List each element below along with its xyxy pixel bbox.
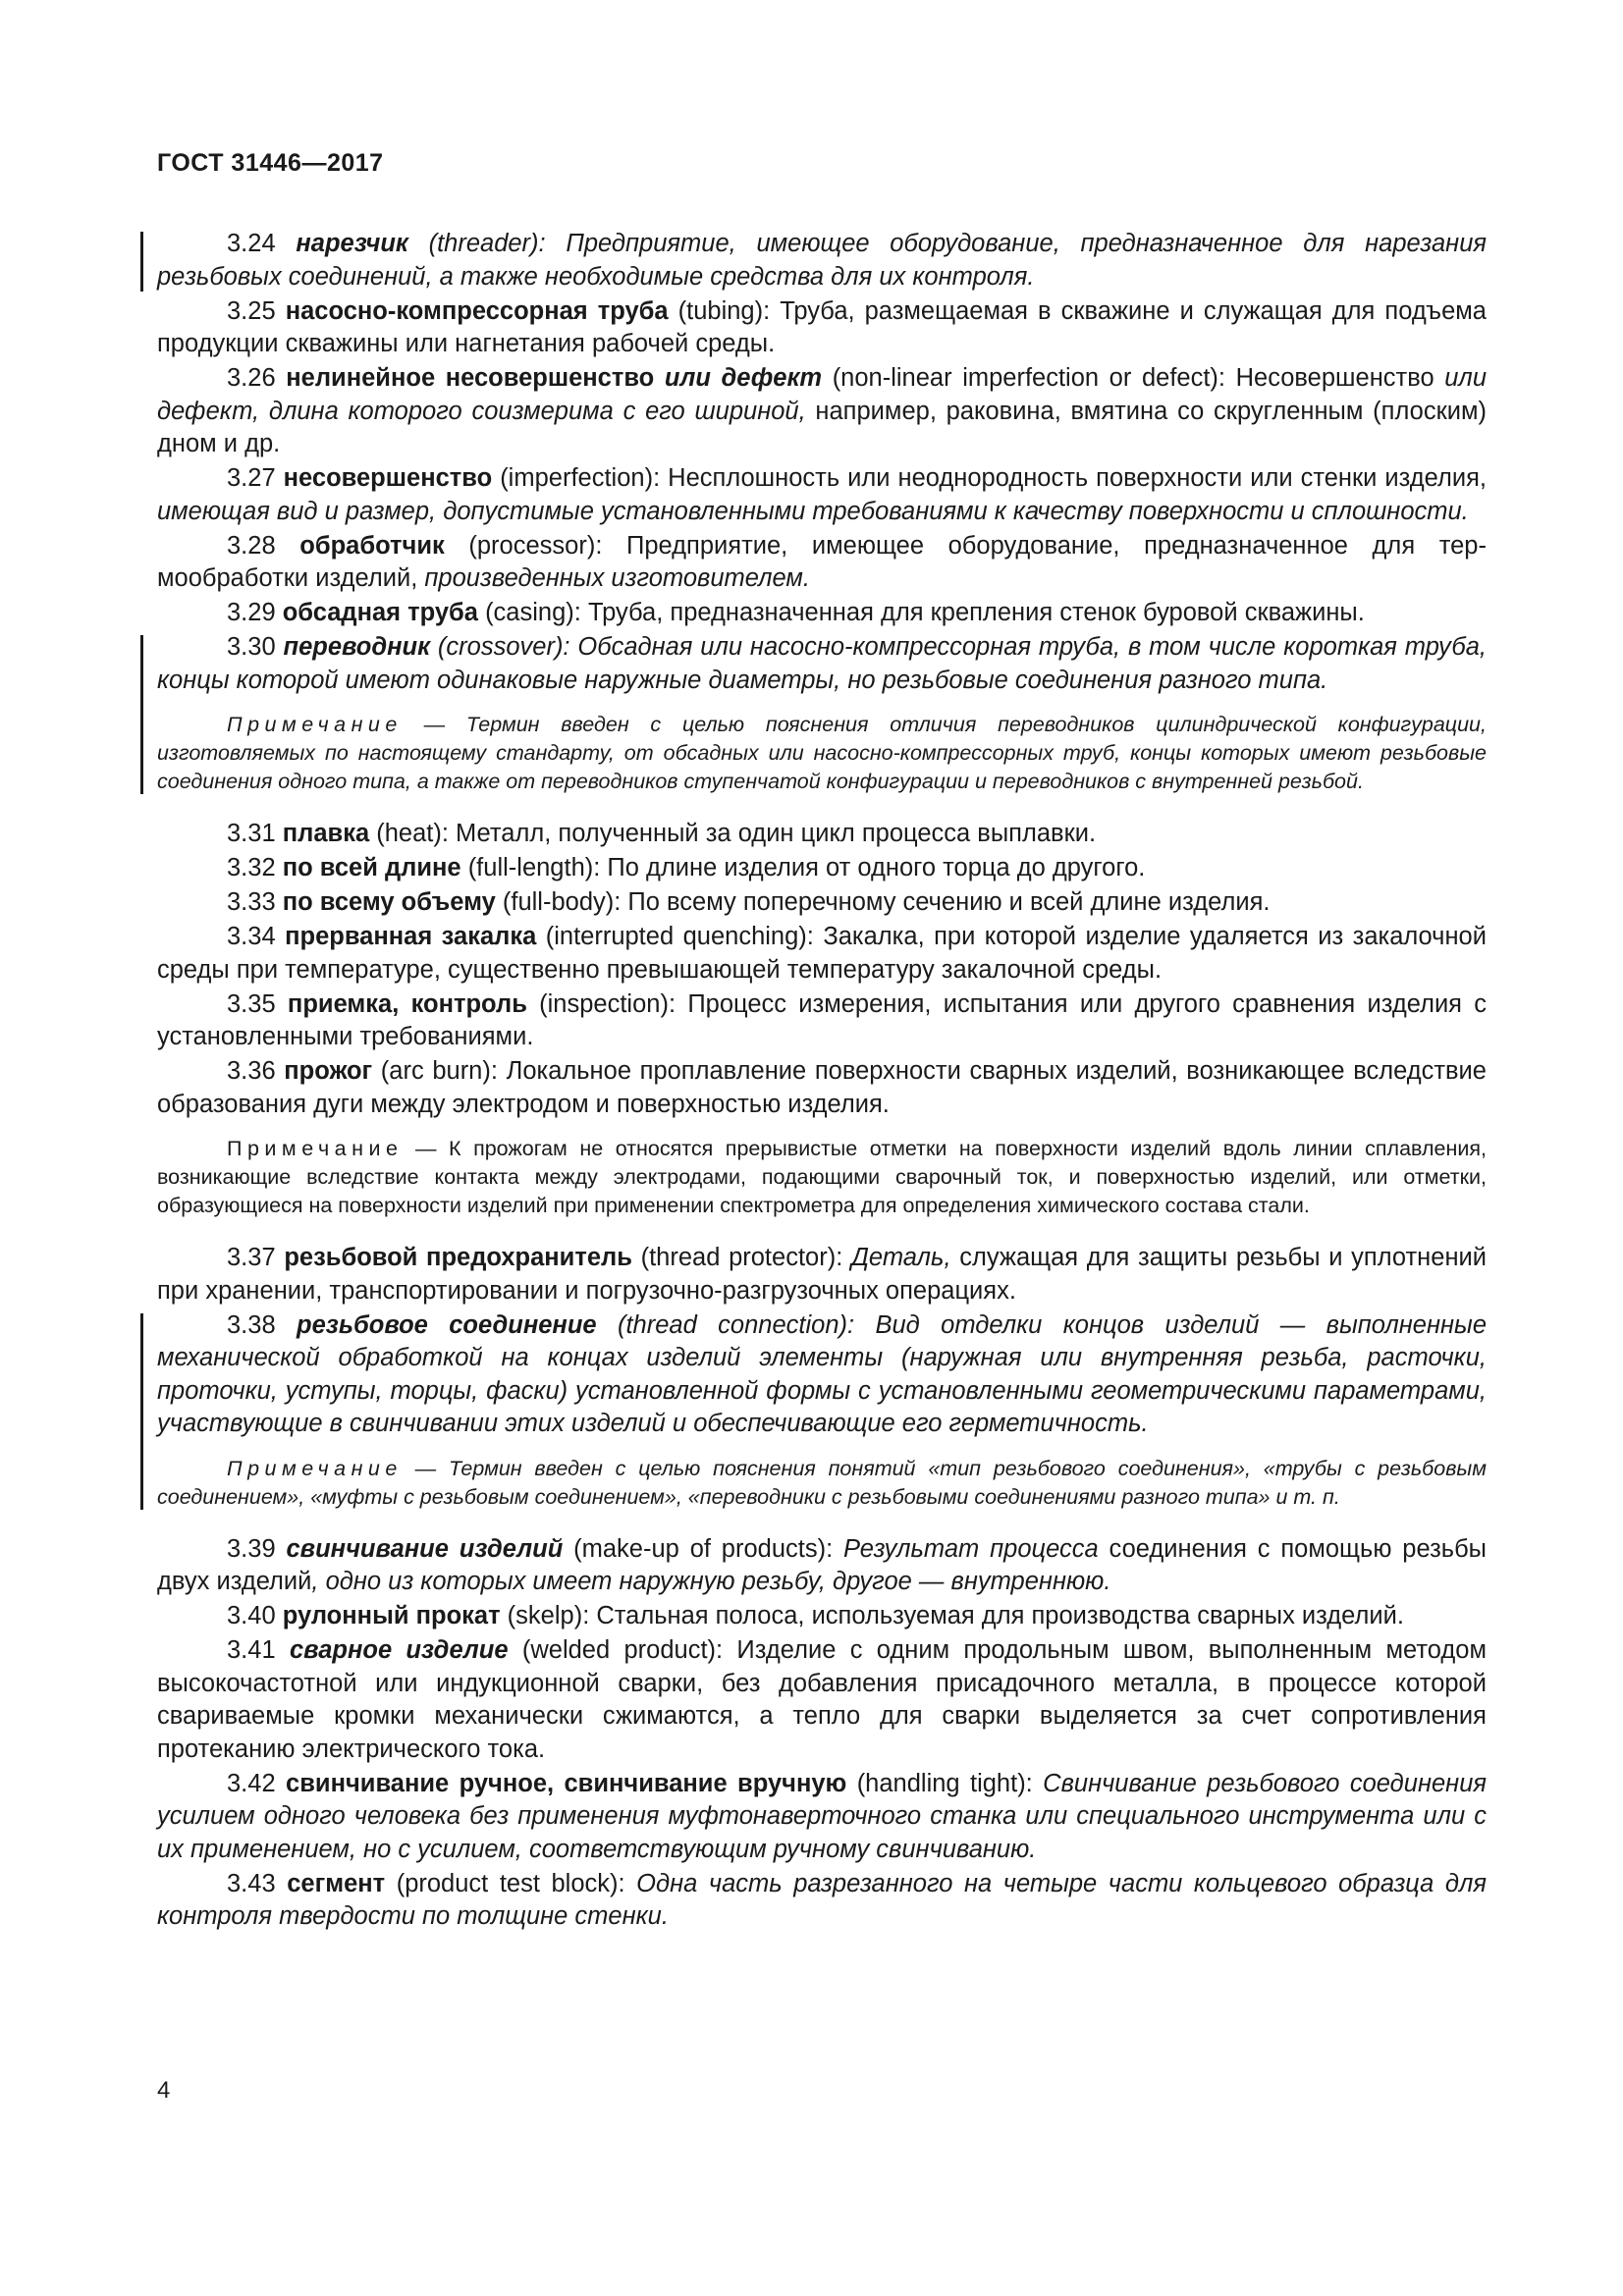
document-header: ГОСТ 31446—2017 [157, 149, 384, 177]
term-3-34: 3.34 прерванная закалка (interrupted quenching): Закалка, при которой изделие удаляется из закалочной среды при температуре, существенно превышающей температуру закалочной среды. [157, 923, 1487, 984]
term-3-25: 3.25 насосно-компрессорная труба (tubing): Труба, размещаемая в скважине и служащая для подъема продукции скважины или нагнетания рабочей среды. [157, 296, 1487, 357]
term-3-33: 3.33 по всему объему (full-body): По всему поперечному сечению и всей длине изделия. [227, 888, 1271, 916]
term-3-27: 3.27 несовершенство (imperfection): Несплошность или неоднородность поверхности или стенки изделия, имеющая вид и размер, допустимые установленными требованиями к качеству поверхности и сплошности. [157, 464, 1487, 525]
term-3-39: 3.39 свинчивание изделий (make-up of products): Результат процесса соединения с помощью резьбы двух изделий, одно из которых имеет наружную резьбу, другое — внутреннюю. [157, 1534, 1488, 1595]
note-3-36: Примечание — К прожогам не относятся прерывистые отметки на поверхности изделий вдоль линии сплавления, возникающие вследствие контакта между электродами, подающими сварочный ток, и поверхностью изделий, или отметки, образующиеся на поверхности изделий при применении спектрометра для определения химического состава стали. [157, 1137, 1487, 1217]
term-3-42: 3.42 свинчивание ручное, свинчивание вручную (handling tight): Свинчивание резьбового соединения усилием одного человека без применения муфтонаверточного станка или специального инструмента или с их применением, но с усилием, соответствующим ручному свинчиванию. [157, 1769, 1487, 1863]
term-3-38: 3.38 резьбовое соединение (thread connection): Вид отделки концов изделий — выполненные механической обработкой на концах изделий элементы (наружная или внутренняя резьба, расточки, проточки, уступы, торцы, фаски) установленной формы с установленными геометрическими параметрами, участвующие в свинчивании этих изделий и обеспечивающие его герметичность. [157, 1310, 1487, 1437]
term-3-26: 3.26 нелинейное несовершенство или дефект (non-linear imperfection or defect): Несовершенство или дефект, длина которого соизмерима с его шириной, например, раковина, вмятина со скругленным (плоским) дном и др. [157, 364, 1487, 457]
term-3-31: 3.31 плавка (heat): Металл, полученный за один цикл процесса выплавки. [227, 820, 1097, 847]
note-3-38: Примечание — Термин введен с целью пояснения понятий «тип резьбового соединения», «трубы с резьбовым соединением», «муфты с резьбовым соединением», «переводники с резьбовыми соединениями разного типа» и т. п. [157, 1456, 1487, 1509]
term-3-40: 3.40 рулонный прокат (skelp): Стальная полоса, используемая для производства сварных изделий. [227, 1602, 1404, 1629]
term-3-30: 3.30 переводник (crossover): Обсадная или насосно-компрессорная труба, в том числе короткая труба, концы которой имеют одинаковые наружные диаметры, но резьбовые соединения разного типа. [157, 633, 1487, 694]
page-number: 4 [157, 2077, 171, 2104]
term-3-36: 3.36 прожог (arc burn): Локальное проплавление поверхности сварных изделий, возникающее вследствие образования дуги между электродом и поверхностью изделия. [157, 1057, 1487, 1118]
term-3-28: 3.28 обработчик (processor): Предприятие, имеющее оборудование, предназначенное для термообработки изделий, произведенных изготовителем. [157, 531, 1487, 592]
term-3-43: 3.43 сегмент (product test block): Одна часть разрезанного на четыре части кольцевого образца для контроля твердости по толщине стенки. [157, 1869, 1488, 1930]
term-3-38-block [157, 1309, 1487, 1512]
term-3-30-block [157, 631, 1487, 796]
term-3-29: 3.29 обсадная труба (casing): Труба, предназначенная для крепления стенок буровой скважины. [227, 599, 1365, 626]
term-3-24: 3.24 нарезчик (threader): Предприятие, имеющее оборудование, предназначенное для нарезания резьбовых соединений, а также необходимые средства для их контроля. [157, 228, 1487, 294]
document-body [157, 228, 1487, 1935]
term-3-37: 3.37 резьбовой предохранитель (thread protector): Деталь, служащая для защиты резьбы и уплотнений при хранении, транспортировании и погрузочно-разгрузочных операциях. [157, 1244, 1488, 1305]
term-3-32: 3.32 по всей длине (full-length): По длине изделия от одного торца до другого. [227, 854, 1146, 881]
note-3-30: Примечание — Термин введен с целью пояснения отличия переводников цилиндрической конфигурации, изготовляемых по настоящему стандарту, от обсадных или насосно-компрессорных труб, концы которых имеют резьбовые соединения одного типа, а также от переводников ступенчатой конфигурации и переводников с внутренней резьбой. [157, 713, 1487, 793]
term-3-35: 3.35 приемка, контроль (inspection): Процесс измерения, испытания или другого сравнения изделия с установленными требованиями. [157, 989, 1488, 1050]
term-3-41: 3.41 сварное изделие (welded product): Изделие с одним продольным швом, выполненным методом высокочастотной или индукционной сварки, без добавления присадочного металла, в процессе которой свариваемые кромки механически сжимаются, а тепло для сварки выделяется за счет сопротивления протеканию электрического тока. [157, 1636, 1487, 1763]
